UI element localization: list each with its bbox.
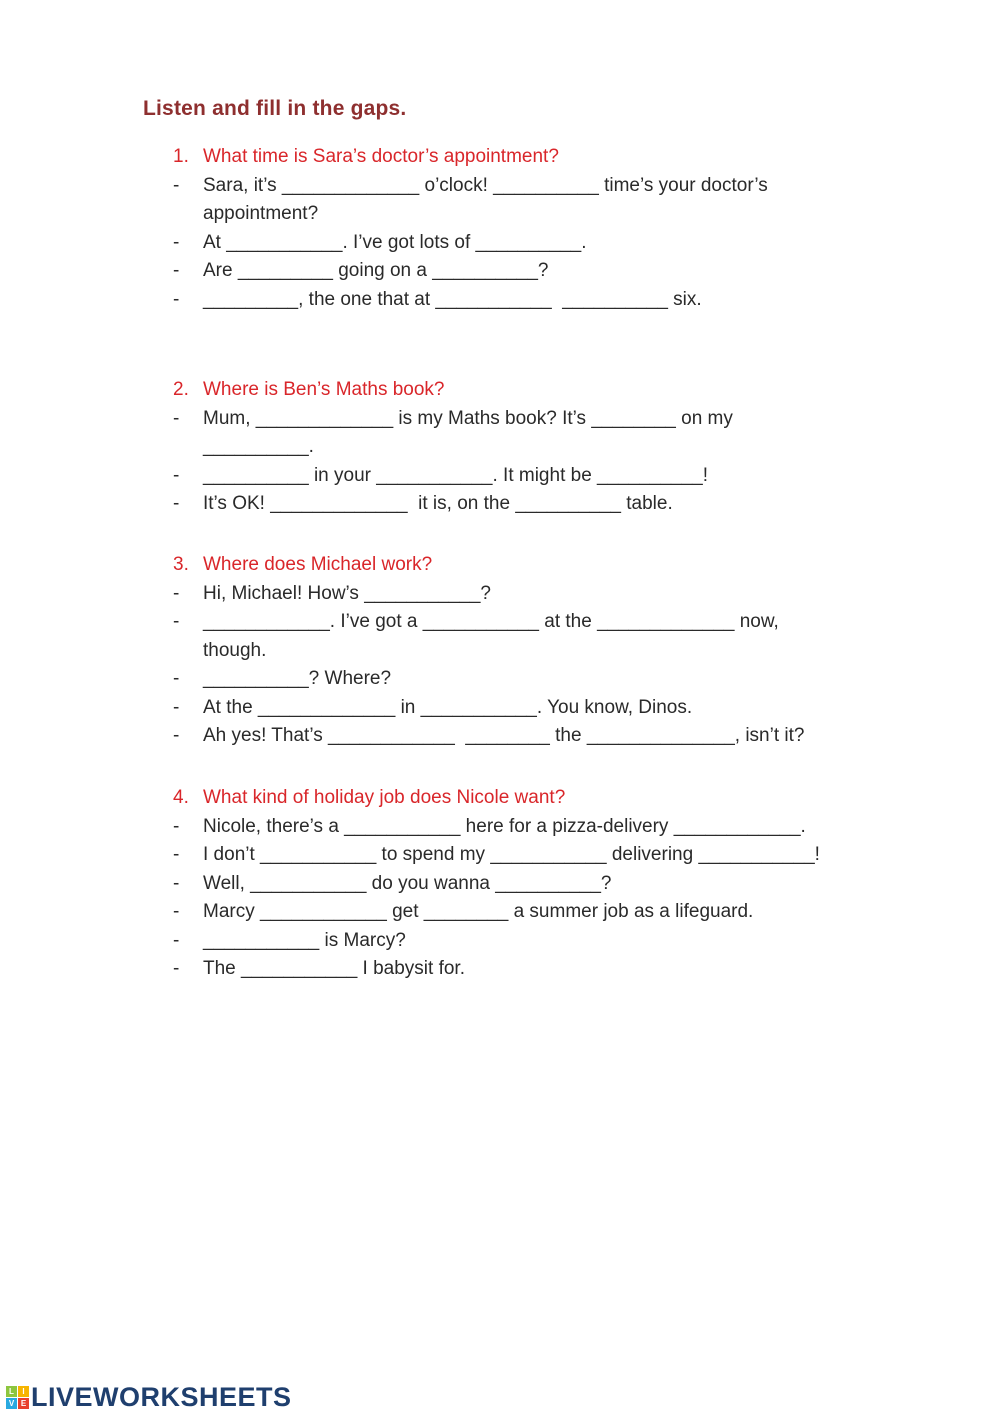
dialogue-line <box>173 898 933 927</box>
exercise-section <box>173 784 933 984</box>
exercise-section <box>173 376 933 519</box>
dash: - <box>173 611 180 632</box>
question-number: 2. <box>173 379 189 400</box>
logo-block: I <box>18 1386 29 1397</box>
dash: - <box>173 815 180 837</box>
dash: - <box>173 493 180 514</box>
logo-blocks-icon <box>6 1386 29 1409</box>
dialogue-text: ____________. I’ve got a ___________ at the _____________ now, though. <box>203 611 785 661</box>
logo-block: V <box>6 1398 17 1409</box>
dialogue-text: At the _____________ in ___________. You know, Dinos. <box>203 696 693 718</box>
dialogue-text: Nicole, there’s a ___________ here for a pizza-delivery ____________. <box>203 815 806 837</box>
dialogue-text: At ___________. I’ve got lots of __________. <box>203 231 587 253</box>
question <box>173 143 933 172</box>
question <box>173 376 933 405</box>
dialogue-text: I don’t ___________ to spend my ___________ delivering ___________! <box>203 844 820 865</box>
dash: - <box>173 582 180 604</box>
dialogue-line <box>173 870 933 899</box>
dialogue-text: Well, ___________ do you wanna __________? <box>203 872 612 894</box>
exercise-section <box>173 551 933 751</box>
question-text: What time is Sara’s doctor’s appointment? <box>203 146 559 167</box>
dialogue-text: Ah yes! That’s ____________ ________ the ______________, isn’t it? <box>203 725 805 746</box>
dialogue-text: Sara, it’s _____________ o’clock! __________ time’s your doctor’s appointment? <box>203 174 774 224</box>
question <box>173 784 933 813</box>
dialogue-text: Mum, _____________ is my Maths book? It’s ________ on my __________. <box>203 407 739 457</box>
question-text: Where does Michael work? <box>203 554 433 575</box>
dialogue-line <box>173 580 933 609</box>
dash: - <box>173 231 180 253</box>
dash: - <box>173 174 180 196</box>
dash: - <box>173 260 180 281</box>
question-number: 1. <box>173 146 189 167</box>
worksheet-title: Listen and fill in the gaps. <box>143 97 407 120</box>
dialogue-text: __________ in your ___________. It might be __________! <box>203 464 708 486</box>
dash: - <box>173 844 180 865</box>
question-text: What kind of holiday job does Nicole want? <box>203 787 566 808</box>
dialogue-line <box>173 841 933 870</box>
dash: - <box>173 725 180 746</box>
dialogue-line <box>173 172 933 229</box>
dialogue-text: __________? Where? <box>203 668 392 689</box>
dialogue-line <box>173 927 933 956</box>
logo-block: L <box>6 1386 17 1397</box>
dialogue-text: Are _________ going on a __________? <box>203 260 549 281</box>
dash: - <box>173 958 180 979</box>
dash: - <box>173 929 180 951</box>
dialogue-text: Marcy ____________ get ________ a summer job as a lifeguard. <box>203 901 754 922</box>
dialogue-line <box>173 490 933 519</box>
dialogue-line <box>173 608 933 665</box>
dialogue-text: It’s OK! _____________ it is, on the __________ table. <box>203 493 673 514</box>
dialogue-line <box>173 694 933 723</box>
dash: - <box>173 407 180 429</box>
logo-text: LIVEWORKSHEETS <box>31 1382 292 1412</box>
dialogue-text: Hi, Michael! How’s ___________? <box>203 582 491 604</box>
logo-block: E <box>18 1398 29 1409</box>
exercise-section <box>173 143 933 314</box>
dialogue-line <box>173 405 933 462</box>
dialogue-line <box>173 813 933 842</box>
dialogue-text: The ___________ I babysit for. <box>203 958 465 979</box>
dash: - <box>173 696 180 718</box>
dash: - <box>173 668 180 689</box>
dialogue-text: _________, the one that at ___________ __________ six. <box>203 288 702 310</box>
dialogue-line <box>173 286 933 315</box>
dash: - <box>173 464 180 486</box>
question-number: 3. <box>173 554 189 575</box>
dialogue-line <box>173 257 933 286</box>
dialogue-line <box>173 665 933 694</box>
question <box>173 551 933 580</box>
dialogue-line <box>173 229 933 258</box>
dialogue-text: ___________ is Marcy? <box>203 929 406 951</box>
liveworksheets-logo <box>6 1382 292 1413</box>
dash: - <box>173 901 180 922</box>
question-text: Where is Ben’s Maths book? <box>203 379 445 400</box>
dialogue-line <box>173 462 933 491</box>
dialogue-line <box>173 722 933 751</box>
dialogue-line <box>173 955 933 984</box>
question-number: 4. <box>173 787 189 808</box>
dash: - <box>173 288 180 310</box>
dash: - <box>173 872 180 894</box>
